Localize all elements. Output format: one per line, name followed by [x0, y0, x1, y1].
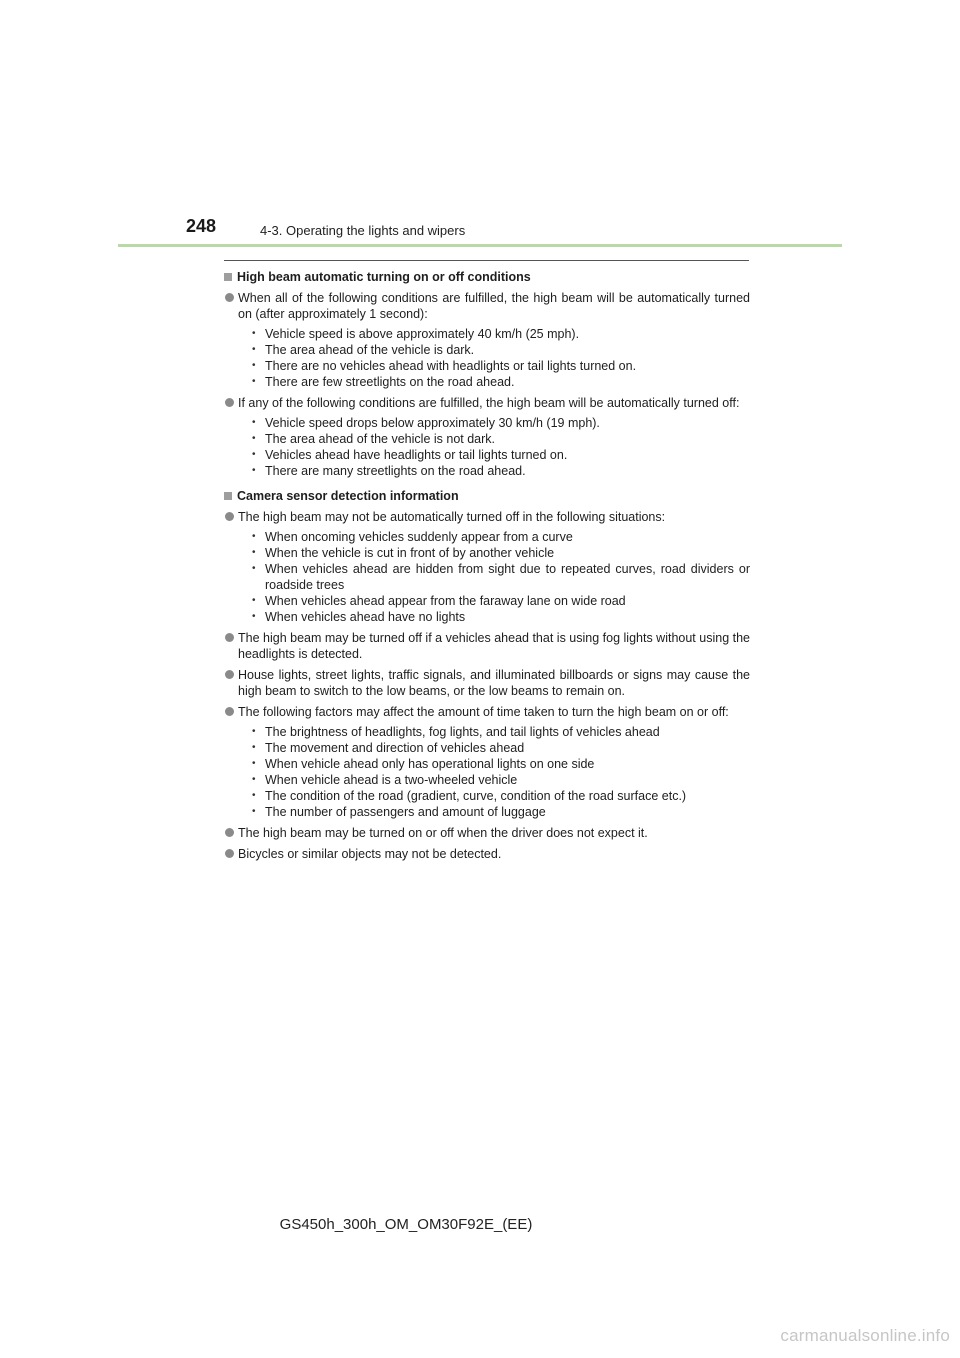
- sub-list-item: • The condition of the road (gradient, curve, condition of the road surface etc.): [252, 788, 750, 804]
- list-item-text: House lights, street lights, traffic signals, and illuminated billboards or signs may cause the high beam to switch to the low beams, or the low beams to remain on.: [238, 668, 750, 698]
- sub-list-item: • There are few streetlights on the road ahead.: [252, 374, 750, 390]
- list-item: [224, 704, 750, 820]
- sub-list-item: • When oncoming vehicles suddenly appear from a curve: [252, 529, 750, 545]
- sub-list-item: • Vehicles ahead have headlights or tail lights turned on.: [252, 447, 750, 463]
- sub-list: [238, 326, 750, 390]
- sub-list-item: • When vehicles ahead are hidden from sight due to repeated curves, road dividers or roadside trees: [252, 561, 750, 593]
- sub-list-item: • Vehicle speed is above approximately 40 km/h (25 mph).: [252, 326, 750, 342]
- list-item: [224, 825, 750, 841]
- sub-list-item: • The brightness of headlights, fog lights, and tail lights of vehicles ahead: [252, 724, 750, 740]
- sub-list: [238, 724, 750, 820]
- list-item-text: If any of the following conditions are fulfilled, the high beam will be automatically turned off:: [238, 396, 740, 410]
- header-rule: [118, 244, 842, 247]
- circle-bullet-icon: [225, 633, 234, 642]
- circle-bullet-icon: [225, 670, 234, 679]
- list-item: [224, 290, 750, 390]
- section-heading-text: High beam automatic turning on or off conditions: [237, 270, 531, 284]
- section-heading: [224, 488, 750, 504]
- watermark: carmanualsonline.info: [780, 1326, 950, 1345]
- sub-list-item: • The number of passengers and amount of luggage: [252, 804, 750, 820]
- list-item-text: Bicycles or similar objects may not be detected.: [238, 847, 502, 861]
- sub-list: [238, 529, 750, 625]
- sub-list-item: • When the vehicle is cut in front of by another vehicle: [252, 545, 750, 561]
- sub-list-item: • When vehicle ahead only has operational lights on one side: [252, 756, 750, 772]
- list-item: [224, 667, 750, 699]
- circle-bullet-icon: [225, 398, 234, 407]
- list-item-text: The following factors may affect the amount of time taken to turn the high beam on or off:: [238, 705, 729, 719]
- page-footer: [0, 1216, 690, 1233]
- list-item-text: The high beam may be turned off if a vehicles ahead that is using fog lights without using the headlights is detected.: [238, 631, 750, 661]
- sub-list-item: • When vehicles ahead appear from the faraway lane on wide road: [252, 593, 750, 609]
- section-heading: [224, 269, 750, 285]
- content-top-rule: [224, 260, 749, 261]
- sub-list-item: • The area ahead of the vehicle is dark.: [252, 342, 750, 358]
- model-code: GS450h_300h_OM_OM30F92E_(EE): [279, 1216, 533, 1233]
- list-item-text: The high beam may be turned on or off when the driver does not expect it.: [238, 826, 648, 840]
- circle-bullet-icon: [225, 512, 234, 521]
- list-item: [224, 395, 750, 479]
- sub-list-item: • There are many streetlights on the road ahead.: [252, 463, 750, 479]
- list-item: [224, 846, 750, 862]
- circle-bullet-icon: [225, 828, 234, 837]
- sub-list-item: • When vehicle ahead is a two-wheeled vehicle: [252, 772, 750, 788]
- sub-list-item: • When vehicles ahead have no lights: [252, 609, 750, 625]
- sub-list-item: • There are no vehicles ahead with headlights or tail lights turned on.: [252, 358, 750, 374]
- list-item: [224, 630, 750, 662]
- list-item-text: The high beam may not be automatically turned off in the following situations:: [238, 510, 666, 524]
- list-item-text: When all of the following conditions are fulfilled, the high beam will be automatically turned on (after approximately 1 second):: [238, 291, 750, 321]
- page-header: [118, 216, 842, 250]
- page-number: 248: [186, 216, 217, 236]
- list-item: [224, 509, 750, 625]
- circle-bullet-icon: [225, 293, 234, 302]
- square-bullet-icon: [224, 492, 232, 500]
- square-bullet-icon: [224, 273, 232, 281]
- sub-list-item: • Vehicle speed drops below approximately 30 km/h (19 mph).: [252, 415, 750, 431]
- sub-list-item: • The area ahead of the vehicle is not dark.: [252, 431, 750, 447]
- sub-list: [238, 415, 750, 479]
- section-title: 4-3. Operating the lights and wipers: [260, 223, 466, 238]
- section-heading-text: Camera sensor detection information: [237, 489, 459, 503]
- circle-bullet-icon: [225, 849, 234, 858]
- circle-bullet-icon: [225, 707, 234, 716]
- page-content: [224, 269, 750, 867]
- sub-list-item: • The movement and direction of vehicles ahead: [252, 740, 750, 756]
